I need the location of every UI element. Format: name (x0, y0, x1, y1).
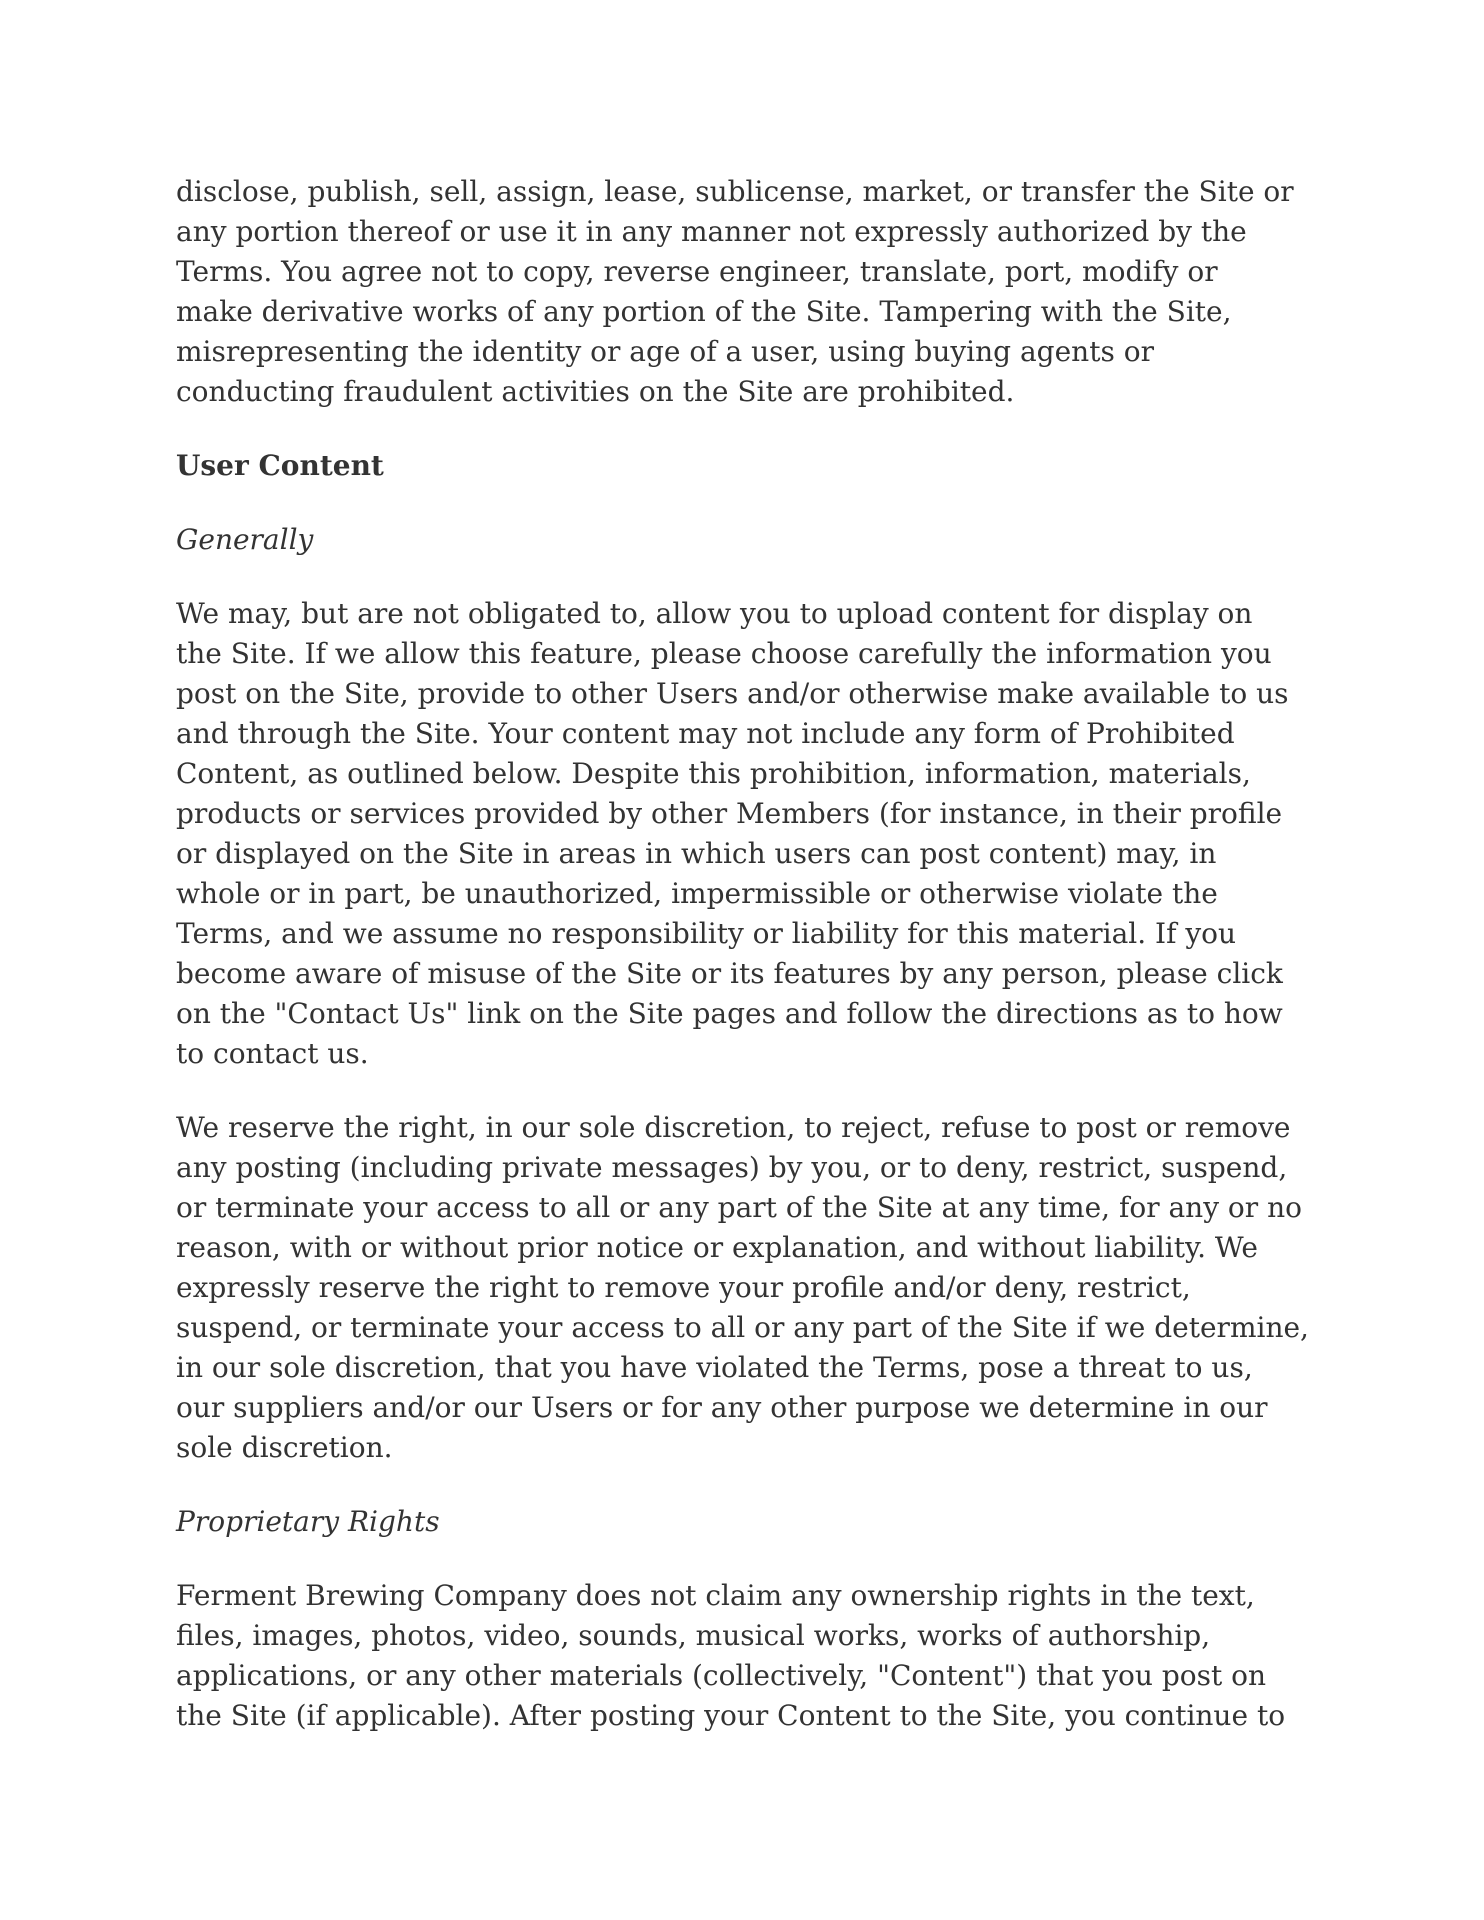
text-line: whole or in part, be unauthorized, impermissible or otherwise violate the (176, 877, 1218, 910)
text-line: on the "Contact Us" link on the Site pages and follow the directions as to how (176, 997, 1283, 1030)
text-line: in our sole discretion, that you have violated the Terms, pose a threat to us, (176, 1351, 1253, 1384)
text-line: reason, with or without prior notice or explanation, and without liability. We (176, 1231, 1258, 1264)
text-line: post on the Site, provide to other Users and/or otherwise make available to us (176, 677, 1289, 710)
text-line: or displayed on the Site in areas in which users can post content) may, in (176, 837, 1217, 870)
text-line: We reserve the right, in our sole discretion, to reject, refuse to post or remove (176, 1111, 1291, 1144)
paragraph-upload-content (176, 594, 1326, 1074)
text-line: applications, or any other materials (collectively, "Content") that you post on (176, 1659, 1267, 1692)
subheading-proprietary-rights: Proprietary Rights (176, 1505, 440, 1538)
text-line: make derivative works of any portion of the Site. Tampering with the Site, (176, 295, 1232, 328)
text-line: any posting (including private messages) by you, or to deny, restrict, suspend, (176, 1151, 1288, 1184)
text-line: to contact us. (176, 1037, 369, 1070)
paragraph-reserve-right (176, 1108, 1326, 1468)
text-line: Terms. You agree not to copy, reverse engineer, translate, port, modify or (176, 255, 1218, 288)
text-line: files, images, photos, video, sounds, musical works, works of authorship, (176, 1619, 1211, 1652)
text-line: Terms, and we assume no responsibility or liability for this material. If you (176, 917, 1237, 950)
text-line: products or services provided by other Members (for instance, in their profile (176, 797, 1283, 830)
text-line: expressly reserve the right to remove your profile and/or deny, restrict, (176, 1271, 1191, 1304)
text-line: disclose, publish, sell, assign, lease, sublicense, market, or transfer the Site or (176, 175, 1294, 208)
document-page (176, 172, 1326, 1770)
text-line: any portion thereof or use it in any manner not expressly authorized by the (176, 215, 1247, 248)
subheading-generally: Generally (176, 523, 314, 556)
text-line: conducting fraudulent activities on the Site are prohibited. (176, 375, 1015, 408)
text-line: sole discretion. (176, 1431, 393, 1464)
section-heading-user-content: User Content (176, 449, 384, 482)
text-line: We may, but are not obligated to, allow you to upload content for display on (176, 597, 1253, 630)
text-line: the Site. If we allow this feature, please choose carefully the information you (176, 637, 1272, 670)
text-line: the Site (if applicable). After posting your Content to the Site, you continue to (176, 1699, 1286, 1732)
paragraph-restrictions (176, 172, 1326, 412)
text-line: and through the Site. Your content may not include any form of Prohibited (176, 717, 1235, 750)
paragraph-ownership (176, 1576, 1326, 1736)
text-line: become aware of misuse of the Site or its features by any person, please click (176, 957, 1283, 990)
text-line: Content, as outlined below. Despite this prohibition, information, materials, (176, 757, 1251, 790)
text-line: our suppliers and/or our Users or for any other purpose we determine in our (176, 1391, 1268, 1424)
text-line: or terminate your access to all or any part of the Site at any time, for any or no (176, 1191, 1302, 1224)
text-line: misrepresenting the identity or age of a user, using buying agents or (176, 335, 1154, 368)
text-line: suspend, or terminate your access to all or any part of the Site if we determine, (176, 1311, 1309, 1344)
text-line: Ferment Brewing Company does not claim any ownership rights in the text, (176, 1579, 1255, 1612)
